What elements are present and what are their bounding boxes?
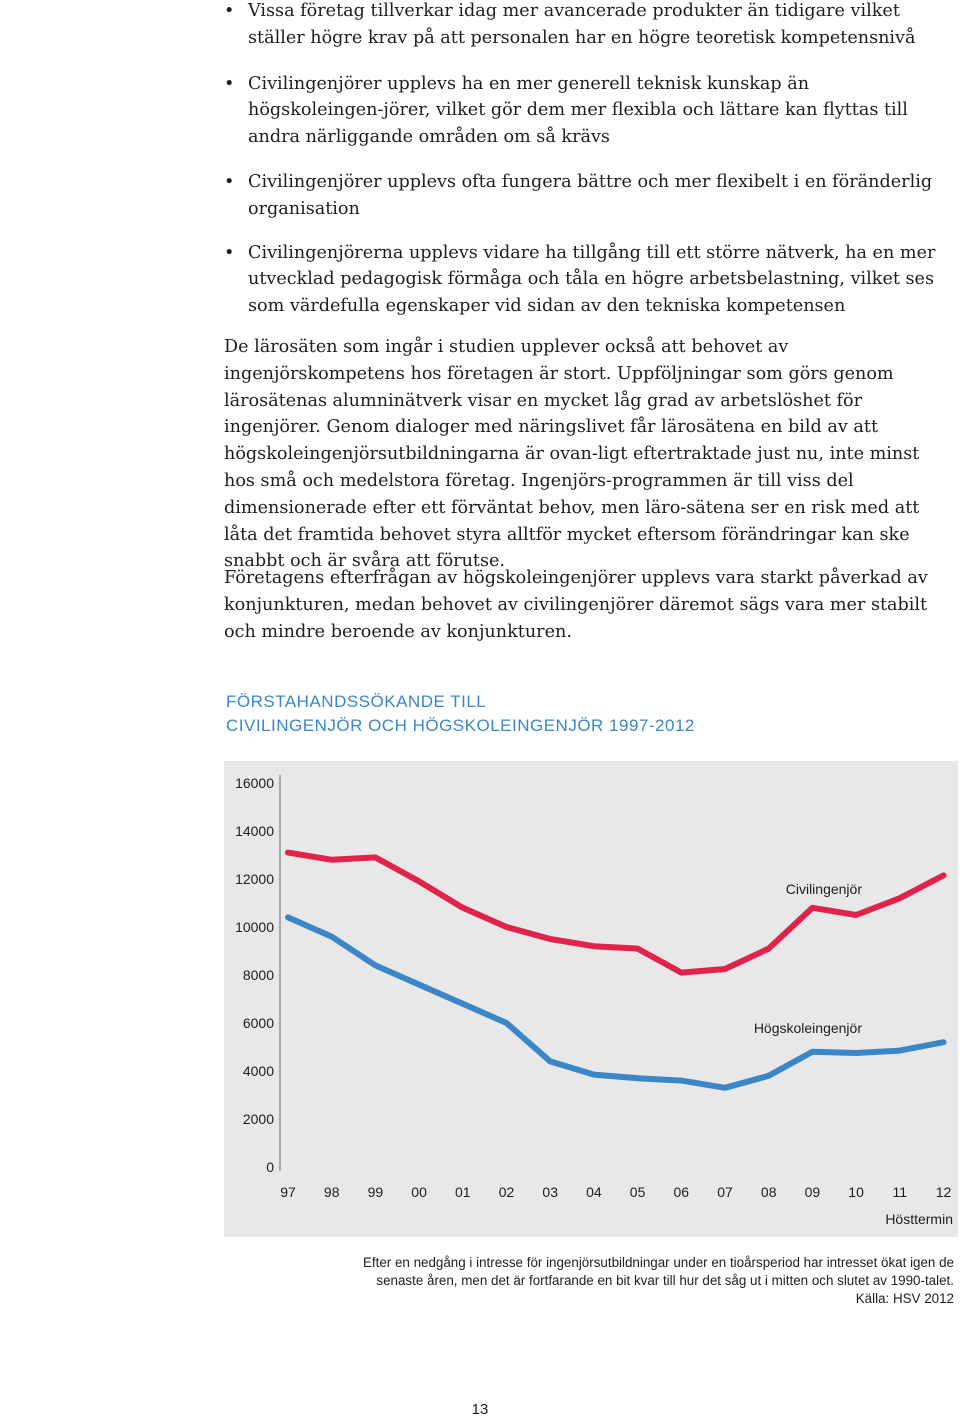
data-point — [941, 1040, 946, 1045]
data-point — [723, 967, 728, 972]
data-point — [460, 905, 465, 910]
bullet-text: Vissa företag tillverkar idag mer avancerade produkter än tidigare vilket ställer högre krav på att personalen har en högre teoretisk kompetensnivå — [248, 1, 916, 48]
data-point — [417, 879, 422, 884]
data-point — [854, 913, 859, 918]
line-chart — [224, 761, 958, 1237]
figure-title-line: FÖRSTAHANDSSÖKANDE TILL — [226, 692, 487, 711]
bullet-text: Civilingenjörer upplevs ha en mer generell teknisk kunskap än högskoleingen-jörer, vilket gör dem mer flexibla och lättare kan flyttas till andra närliggande områden om så krävs — [248, 73, 908, 148]
bullet-glyph: • — [224, 171, 235, 192]
data-point — [591, 944, 596, 949]
figure-title — [226, 690, 695, 737]
data-point — [635, 946, 640, 951]
x-tick-label: 04 — [586, 1184, 602, 1200]
data-point — [373, 855, 378, 860]
x-tick-label: 00 — [411, 1184, 427, 1200]
bullet-text: Civilingenjörerna upplevs vidare ha tillgång till ett större nätverk, ha en mer utvecklad pedagogisk förmåga och tåla en högre arbetsbelastning, vilket ses som värdefulla egenskaper vid sidan av den tekniska kompetensen — [248, 242, 936, 317]
data-point — [286, 915, 291, 920]
bullet-list — [224, 0, 944, 340]
x-tick-label: 01 — [455, 1184, 471, 1200]
y-tick-label: 10000 — [235, 919, 274, 935]
figure-title-line: CIVILINGENJÖR OCH HÖGSKOLEINGENJÖR 1997-2012 — [226, 715, 695, 735]
x-tick-label: 11 — [892, 1184, 908, 1200]
data-point — [679, 970, 684, 975]
data-point — [854, 1051, 859, 1056]
bullet-item — [224, 169, 944, 223]
y-tick-label: 16000 — [235, 775, 274, 791]
data-point — [504, 1021, 509, 1026]
data-point — [941, 873, 946, 878]
data-point — [417, 982, 422, 987]
bullet-item — [224, 240, 944, 320]
data-point — [897, 896, 902, 901]
x-tick-label: 05 — [629, 1184, 646, 1200]
data-point — [329, 857, 334, 862]
y-tick-label: 0 — [266, 1159, 274, 1175]
x-tick-label: 03 — [542, 1184, 558, 1200]
y-tick-label: 6000 — [242, 1015, 274, 1031]
plot-background — [224, 761, 958, 1237]
data-point — [679, 1078, 684, 1083]
data-point — [766, 946, 771, 951]
data-point — [897, 1048, 902, 1053]
x-tick-label: 12 — [935, 1184, 952, 1200]
y-tick-label: 12000 — [235, 871, 274, 887]
page-number: 13 — [471, 1401, 489, 1418]
x-axis-label: Hösttermin — [885, 1211, 953, 1227]
y-tick-label: 2000 — [242, 1111, 274, 1127]
bullet-glyph: • — [224, 1, 235, 21]
data-point — [548, 937, 553, 942]
x-tick-label: 10 — [848, 1184, 864, 1200]
data-point — [766, 1073, 771, 1078]
source-note: Källa: HSV 2012 — [855, 1291, 954, 1306]
series-label: Högskoleingenjör — [753, 1020, 862, 1036]
series-label: Civilingenjör — [785, 881, 862, 897]
body-paragraph: Företagens efterfrågan av högskoleingenjörer upplevs vara starkt påverkad av konjunkturen, medan behovet av civilingenjörer däremot sägs vara mer stabilt och mindre beroende av konjunkturen. — [224, 568, 928, 642]
y-tick-label: 8000 — [242, 967, 274, 983]
data-point — [810, 905, 815, 910]
bullet-item — [224, 71, 944, 151]
data-point — [460, 1001, 465, 1006]
data-point — [810, 1049, 815, 1054]
body-paragraph: De lärosäten som ingår i studien upplever också att behovet av ingenjörskompetens hos företagen är stort. Uppföljningar som görs genom lärosätenas alumninätverk visar en mycket låg grad av arbetslöshet för ingenjörer. Genom dialoger med näringslivet får lärosätena en bild av att högskoleingenjörsutbildningarna är ovan-ligt eftertraktade just nu, inte minst hos små och medelstora företag. Ingenjörs-programmen är till viss del dimensionerade efter ett förväntat behov, men läro-sätena ser en risk med att låta det framtida behovet styra alltför mycket eftersom förändringar kan ske snabbt och är svåra att förutse. — [224, 337, 920, 572]
x-tick-label: 99 — [367, 1184, 384, 1200]
y-tick-label: 14000 — [235, 823, 274, 839]
data-point — [723, 1085, 728, 1090]
x-tick-label: 07 — [717, 1184, 733, 1200]
data-point — [635, 1076, 640, 1081]
x-tick-label: 08 — [760, 1184, 777, 1200]
x-tick-label: 97 — [280, 1184, 296, 1200]
x-tick-label: 02 — [498, 1184, 515, 1200]
caption-line: Efter en nedgång i intresse för ingenjörsutbildningar under en tioårsperiod har intresset ökat igen de — [362, 1255, 954, 1270]
bullet-glyph: • — [224, 242, 235, 263]
bullet-glyph: • — [224, 73, 235, 94]
data-point — [548, 1059, 553, 1064]
data-point — [504, 925, 509, 930]
bullet-item — [224, 0, 944, 52]
data-point — [373, 963, 378, 968]
bullet-text: Civilingenjörer upplevs ofta fungera bättre och mer flexibelt i en föränderlig organisation — [248, 171, 933, 219]
x-tick-label: 09 — [804, 1184, 821, 1200]
x-tick-label: 98 — [323, 1184, 340, 1200]
x-tick-label: 06 — [673, 1184, 690, 1200]
figure-caption — [226, 1254, 954, 1308]
data-point — [286, 850, 291, 855]
y-tick-label: 4000 — [242, 1063, 274, 1079]
data-point — [329, 934, 334, 939]
data-point — [591, 1072, 596, 1077]
caption-line: senaste åren, men det är fortfarande en bit kvar till hur det såg ut i mitten och slutet av 1990-talet. — [376, 1273, 954, 1288]
